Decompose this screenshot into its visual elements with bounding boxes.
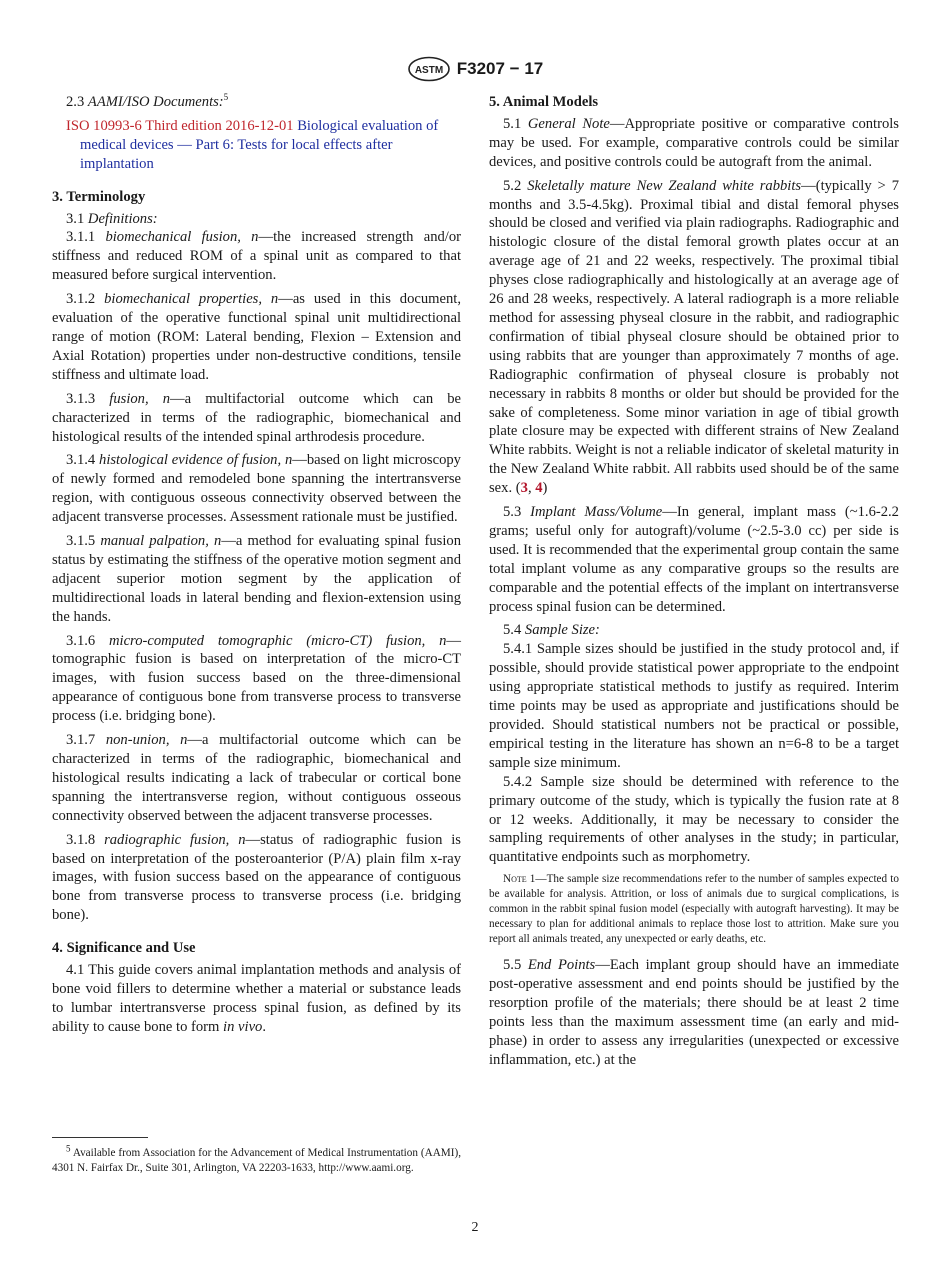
definition-3-1-5: 3.1.5 manual palpation, n—a method for evaluating spinal fusion status by estimating the stiffness of the operative motion segment and adjacent superior motion segment by the application of multidirectional loads in lateral bending and flexion-extension using the hands. bbox=[52, 533, 462, 625]
definition-3-1-6: 3.1.6 micro-computed tomographic (micro-CT) fusion, n—tomographic fusion is based on interpretation of the micro-CT images, with fusion success based on the three-dimensional appearance of contiguous bone from transverse process to transverse process (i.e. bridging bone). bbox=[52, 632, 461, 725]
paragraph-5-4-2: 5.4.2 Sample size should be determined with reference to the primary outcome of the study, which is typically the fusion rate at 8 or 12 weeks. Additionally, it may be necessary to consider the sampling requirements of other analyses in the study; in particular, quantitative endpoints such as morphometry. bbox=[489, 773, 899, 866]
reference-link[interactable]: 4 bbox=[535, 480, 543, 497]
definition-3-1-3: 3.1.3 fusion, n—a multifactorial outcome which can be characterized in terms of the radiographic, biomechanical and histological results of the intended spinal arthrodesis procedure. bbox=[52, 390, 461, 445]
paragraph-5-4-1: 5.4.1 Sample sizes should be justified in the study protocol and, if possible, should provide statistical power appropriate to the endpoint using appropriate statistical methods to justify as required. Interim time points may be used as appropriate and justifications should be provided. Should statistical numbers not be practical or possible, empirical testing in the literature has shown an n=6-8 to be a target sample size minimum. bbox=[489, 641, 899, 771]
section-4-heading: 4. Significance and Use bbox=[52, 940, 196, 957]
footnote-rule bbox=[52, 1137, 148, 1138]
section-5-heading: 5. Animal Models bbox=[489, 94, 599, 110]
standard-code: F3207 − 17 bbox=[456, 59, 544, 78]
iso-reference[interactable]: ISO 10993-6 Third edition 2016-12-01 Biological evaluation of medical devices — Part 6: Tests for local effects after implantation bbox=[66, 117, 439, 172]
note-1: Note 1—The sample size recommendations refer to the number of samples expected to be available for analysis. Attrition, or loss of animals due to surgical complications, is common in the rabbit spinal fusion model (especially with autograft harvesting). It may be necessary to plan for additional animals to replace those lost to attrition. Make sure you report all animals treated, any unexpected or early deaths, etc. bbox=[489, 873, 899, 946]
section-3-heading: 3. Terminology bbox=[52, 188, 146, 205]
reference-link[interactable]: 3 bbox=[520, 480, 528, 497]
astm-logo-icon bbox=[407, 56, 451, 82]
paragraph-5-1: 5.1 General Note—Appropriate positive or comparative controls may be used. For example, comparative controls could be similar devices, and positive controls could be autograft from the animal. bbox=[489, 115, 899, 170]
section-2-3: 2.3 AAMI/ISO Documents:$^5$ bbox=[66, 92, 229, 110]
paragraph-5-4: 5.4 Sample Size: bbox=[503, 622, 600, 639]
paragraph-5-5: 5.5 End Points—Each implant group should have an immediate post-operative assessment and end points should be justified by the resorption profile of the materials; there should be at least 2 time points less than the maximum assessment time (an early and mid-phase) in order to assess any irregularities (unexpected or excessive inflammation, etc.) at the bbox=[489, 957, 899, 1068]
definition-3-1-2: 3.1.2 biomechanical properties, n—as used in this document, evaluation of the operative functional spinal unit multidirectional range of motion (ROM: Lateral bending, Flexion – Extension and Axial Rotation) properties under non-destructive conditions, tensile stiffness and ultimate load. bbox=[52, 291, 461, 383]
definition-3-1-7: 3.1.7 non-union, n—a multifactorial outcome which can be characterized in terms of the radiographic, biomechanical and histological results indicating a lack of trabecular or cortical bone spanning the intertransverse region, without contiguous osseous connectivity observed between the adjacent transverse processes. bbox=[52, 732, 461, 824]
paragraph-4-1: 4.1 This guide covers animal implantation methods and analysis of bone void fillers to determine whether a material or substance leads to lumbar intertransverse process spinal fusion, as defined by its ability to cause bone to form in vivo. bbox=[52, 962, 461, 1035]
right-column bbox=[489, 93, 899, 1075]
paragraph-5-3: 5.3 Implant Mass/Volume—In general, implant mass (~1.6-2.2 grams; useful only for autograft)/volume (~2.5-3.0 cc) per side is used. It is recommended that the experimental group contain the same total implant volume as any comparative groups so the results are comparable and the potential effects of the implant on intertransverse process spinal fusion can be determined. bbox=[489, 504, 899, 615]
definition-3-1-8: 3.1.8 radiographic fusion, n—status of radiographic fusion is based on interpretation of the posteroanterior (P/A) plain film x-ray images, with fusion success based on the appearance of contiguous bone from transverse process to transverse process (i.e. bridging bone). bbox=[52, 831, 461, 924]
paragraph-5-2: 5.2 Skeletally mature New Zealand white rabbits—(typically > 7 months and 3.5-4.5kg). Proximal tibial and distal femoral physes should be closed and verified via plain radiographs. Radiographic and histologic closure of the distal femoral growth plates occur at an average age of 21 and 22 weeks, respectively. The proximal tibial physes close radiographically and histologically at an average age of 26 and 28 weeks, respectively. A lateral radiograph is a more reliable method for assessing physeal closure in the rabbit, and radiographic confirmation of tibial physeal closure should be obtained prior to using rabbits that are younger than approximately 7 months of age. Radiographic confirmation of physeal closure is probably not necessary in rabbits 8 months or older but should be provided for the sake of completeness. Some minor variation in age of tibial growth plate closure may be expected with different strains of New Zealand White rabbits. Weight is not a reliable indicator of skeletal maturity in the New Zealand White rabbit. All rabbits used should be of the same sex. (3, 4) bbox=[489, 177, 900, 497]
definition-3-1: 3.1 Definitions: bbox=[66, 210, 158, 227]
page-number: 2 bbox=[471, 1220, 479, 1235]
definition-3-1-1: 3.1.1 biomechanical fusion, n—the increased strength and/or stiffness and reduced ROM of a spinal unit as compared to that measured before surgical intervention. bbox=[52, 229, 462, 284]
left-column bbox=[52, 93, 461, 1042]
page-header bbox=[0, 56, 950, 82]
definition-3-1-4: 3.1.4 histological evidence of fusion, n—based on light microscopy of newly formed and remodeled bone spanning the intertransverse region, with contiguous osseous connectivity observed between the adjacent transverse processes. Assessment rationale must be justified. bbox=[52, 452, 461, 526]
svg-text:ASTM: ASTM bbox=[414, 65, 443, 76]
footnote-5: $^5$ Available from Association for the Advancement of Medical Instrumentation (AAMI), 4301 N. Fairfax Dr., Suite 301, Arlington, VA 22203-1633, http://www.aami.org. bbox=[52, 1143, 461, 1174]
